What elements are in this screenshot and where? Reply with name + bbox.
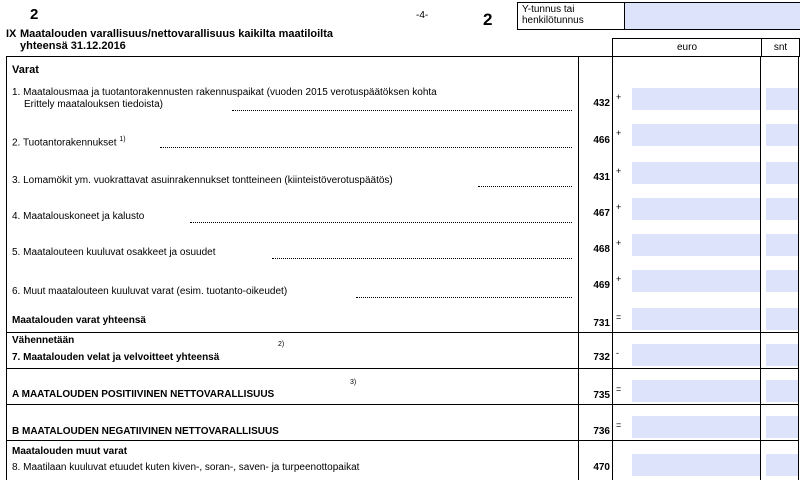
row-736-cents-input[interactable] xyxy=(766,416,798,438)
row-467-code: 467 xyxy=(593,208,610,219)
row-467-label: 4. Maatalouskoneet ja kalusto xyxy=(12,211,145,222)
row-431-code: 431 xyxy=(593,172,610,183)
section-roman: IX xyxy=(6,28,17,40)
row-467-euro-input[interactable] xyxy=(632,198,760,220)
row-467-sign: + xyxy=(616,202,622,212)
row-732-text: 7. Maatalouden velat ja velvoitteet yhteensä xyxy=(12,352,220,363)
form-page-number-left: 2 xyxy=(30,6,39,23)
row-735-euro-input[interactable] xyxy=(632,380,760,402)
row-731-cents-input[interactable] xyxy=(766,308,798,330)
row-466-text: 2. Tuotantorakennukset xyxy=(12,137,117,149)
row-731-code: 731 xyxy=(593,318,610,329)
row-468-code: 468 xyxy=(593,244,610,255)
row-431-label: 3. Lomamökit ym. vuokrattavat asuinrakennukset tontteineen (kiinteistöverotuspäätös) xyxy=(12,175,393,186)
row-735-footnote: 3) xyxy=(350,379,357,386)
row-736-code: 736 xyxy=(593,426,610,437)
row-separator xyxy=(6,404,798,405)
row-732-euro-input[interactable] xyxy=(632,344,760,366)
row-736-euro-input[interactable] xyxy=(632,416,760,438)
other-assets-heading: Maatalouden muut varat xyxy=(12,446,128,457)
section-title xyxy=(6,28,333,52)
row-732-footnote: 2) xyxy=(278,341,285,348)
assets-heading: Varat xyxy=(12,64,39,76)
row-separator xyxy=(6,368,798,369)
page-marker: -4- xyxy=(416,10,429,21)
row-735-code: 735 xyxy=(593,390,610,401)
amount-column-divider xyxy=(612,56,613,480)
row-431-sign: + xyxy=(616,166,622,176)
row-732-cents-input[interactable] xyxy=(766,344,798,366)
row-466-label xyxy=(12,136,126,148)
row-469-euro-input[interactable] xyxy=(632,270,760,292)
row-732-label xyxy=(12,352,219,363)
table-border-right xyxy=(798,56,799,480)
row-468-sign: + xyxy=(616,238,622,248)
column-header-cents: snt xyxy=(761,38,800,57)
row-466-footnote: 1) xyxy=(119,136,126,143)
row-469-code: 469 xyxy=(593,280,610,291)
row-431-leader xyxy=(478,186,572,187)
row-732-code: 732 xyxy=(593,352,610,363)
section-title-line1: Maatalouden varallisuus/nettovarallisuus kaikilta maatiloilta xyxy=(20,28,333,40)
row-470-cents-input[interactable] xyxy=(766,454,798,476)
row-731-label: Maatalouden varat yhteensä xyxy=(12,315,146,326)
row-736-label: B MAATALOUDEN NEGATIIVINEN NETTOVARALLISUUS xyxy=(12,426,279,437)
row-736-sign: = xyxy=(616,420,622,430)
row-470-euro-input[interactable] xyxy=(632,454,760,476)
row-468-cents-input[interactable] xyxy=(766,234,798,256)
row-735-sign: = xyxy=(616,384,622,394)
row-467-cents-input[interactable] xyxy=(766,198,798,220)
row-431-euro-input[interactable] xyxy=(632,162,760,184)
row-469-cents-input[interactable] xyxy=(766,270,798,292)
row-432-leader xyxy=(232,110,572,111)
row-432-label: 1. Maatalousmaa ja tuotantorakennusten rakennuspaikat (vuoden 2015 verotuspäätöksen kohta xyxy=(12,87,437,98)
row-467-leader xyxy=(190,222,572,223)
row-731-sign: = xyxy=(616,312,622,322)
row-469-leader xyxy=(356,297,572,298)
row-431-cents-input[interactable] xyxy=(766,162,798,184)
row-732-sign: - xyxy=(616,348,619,358)
code-column-divider xyxy=(578,56,579,480)
column-header-euro: euro xyxy=(612,38,762,57)
business-id-label: Y-tunnus tai henkilötunnus xyxy=(522,4,584,26)
row-468-leader xyxy=(272,258,572,259)
row-470-code: 470 xyxy=(593,462,610,473)
row-466-cents-input[interactable] xyxy=(766,124,798,146)
row-468-euro-input[interactable] xyxy=(632,234,760,256)
row-468-label: 5. Maatalouteen kuuluvat osakkeet ja osuudet xyxy=(12,247,216,258)
cents-column-divider xyxy=(760,56,761,480)
deductions-heading: Vähennetään xyxy=(12,335,75,346)
row-469-sign: + xyxy=(616,274,622,284)
business-id-box xyxy=(517,2,800,30)
row-469-label: 6. Muut maatalouteen kuuluvat varat (esim. tuotanto-oikeudet) xyxy=(12,286,288,297)
row-466-sign: + xyxy=(616,128,622,138)
table-border-left xyxy=(6,56,7,480)
section-title-line2: yhteensä 31.12.2016 xyxy=(20,40,126,52)
row-731-euro-input[interactable] xyxy=(632,308,760,330)
row-466-leader xyxy=(160,147,572,148)
row-735-cents-input[interactable] xyxy=(766,380,798,402)
row-432-euro-input[interactable] xyxy=(632,88,760,110)
row-432-label-2: Erittely maatalouksen tiedoista) xyxy=(24,99,163,110)
row-separator xyxy=(6,440,798,441)
row-735-label: A MAATALOUDEN POSITIIVINEN NETTOVARALLISUUS xyxy=(12,389,275,400)
form-page-number-right: 2 xyxy=(483,10,493,29)
business-id-input[interactable] xyxy=(624,3,800,29)
row-470-label: 8. Maatilaan kuuluvat etuudet kuten kiven-, soran-, saven- ja turpeenottopaikat xyxy=(12,462,360,473)
row-466-code: 466 xyxy=(593,135,610,146)
row-466-euro-input[interactable] xyxy=(632,124,760,146)
row-432-cents-input[interactable] xyxy=(766,88,798,110)
row-432-code: 432 xyxy=(593,98,610,109)
row-432-sign: + xyxy=(616,92,622,102)
row-separator xyxy=(6,332,798,333)
